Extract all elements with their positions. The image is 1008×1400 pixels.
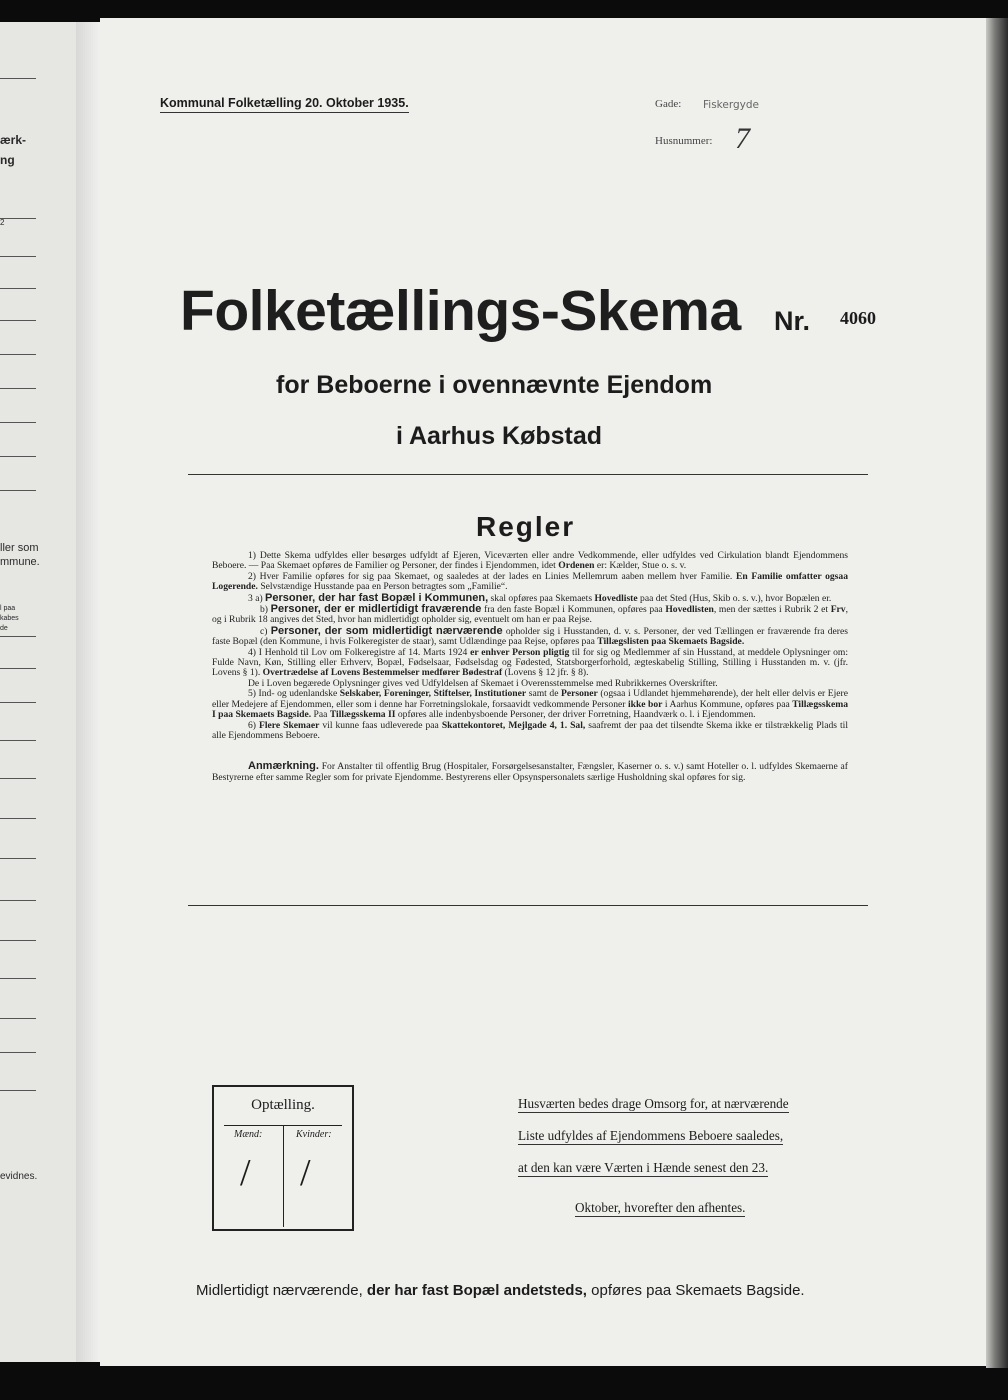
form-subtitle-city: i Aarhus Købstad	[396, 422, 603, 450]
men-label: Mænd:	[234, 1129, 263, 1140]
left-page-line	[0, 320, 36, 321]
left-page-line	[0, 940, 36, 941]
left-page-line	[0, 422, 36, 423]
rule-6: 6) Flere Skemaer vil kunne faas udleverede paa Skattekontoret, Mejlgade 4, 1. Sal, saafremt der paa det tilsendte Skema ikke er tilstrækkelig Plads til alle Ejendommens Beboere.	[212, 719, 848, 741]
left-page-line	[0, 1090, 36, 1091]
form-number-label: Nr.	[774, 306, 811, 336]
rule-1: 1) Dette Skema udfyldes eller besørges udfyldt af Ejeren, Viceværten eller andre Vedkommende, eller udfyldes ved Cirkulation blandt Ejendommens Beboere. — Paa Skemaet opføres de Familier og Personer, der findes i Ejendommen, idet Ordenen er: Kælder, Stue o. s. v.	[212, 550, 848, 572]
form-number-value: 4060	[840, 308, 876, 328]
notice-line: Oktober, hvorefter den afhentes.	[575, 1200, 746, 1215]
left-page-line	[0, 818, 36, 819]
left-page-line	[0, 456, 36, 457]
left-fragment: 2	[0, 218, 5, 227]
men-count-value: /	[240, 1152, 251, 1194]
rule-2: 2) Hver Familie opføres for sig paa Skemaet, og saaledes at der lades en Linies Mellemrum aaben mellem hver Familie. En Familie omfatter ogsaa Logerende. Selvstændige Husstande paa en Person betragtes som „Familie“.	[212, 570, 848, 593]
left-fragment: l paa	[0, 605, 16, 612]
left-page-line	[0, 288, 36, 289]
left-page-line	[0, 354, 36, 355]
divider	[188, 474, 868, 475]
left-page-line	[0, 978, 36, 979]
left-page-line	[0, 256, 36, 257]
left-page-line	[0, 858, 36, 859]
notice-line: Husværten bedes drage Omsorg for, at nærværende	[518, 1096, 789, 1111]
left-fragment: ng	[0, 153, 15, 167]
left-fragment: de	[0, 625, 8, 632]
left-page-line	[0, 740, 36, 741]
form-subtitle: for Beboerne i ovennævnte Ejendom	[276, 371, 713, 399]
left-page-line	[0, 490, 36, 491]
street-value: Fiskergyde	[703, 99, 759, 111]
rules-heading: Regler	[476, 511, 576, 542]
rules-note: Anmærkning. For Anstalter til offentlig Brug (Hospitaler, Forsørgelsesanstalter, Fængsler, Kaserner o. s. v.) samt Hoteller o. l. udfyldes Skemaerne af Bestyrerne efter samme Regler som for private Ejendomme. Bestyrerens eller Opsynspersonalets særlige Husholdning skal opføres for sig.	[212, 760, 848, 783]
left-fragment: ærk-	[0, 133, 27, 147]
left-page-line	[0, 218, 36, 219]
rule-4: 4) I Henhold til Lov om Folkeregistre af 14. Marts 1924 er enhver Person pligtig til for sig og Medlemmer af sin Husstand, at meddele Oplysninger om: Fulde Navn, Køn, Stilling eller Erhverv, Bopæl, Fødselsaar, Fødselsdag og Fødested, Statsborgerforhold, ægteskabelig Stilling, Stilling i Husstanden m. v. (jfr. Lovens § 1). Overtrædelse af Lovens Bestemmelser medfører Bødestraf (Lovens § 12 jfr. § 8).	[212, 646, 848, 679]
divider	[188, 905, 868, 906]
left-page-line	[0, 900, 36, 901]
left-page-line	[0, 778, 36, 779]
footer-note: Midlertidigt nærværende, der har fast Bopæl andetsteds, opføres paa Skemaets Bagside.	[196, 1282, 805, 1299]
rules-text	[212, 551, 848, 783]
notice-line: at den kan være Værten i Hænde senest den 23.	[518, 1160, 769, 1175]
count-box-divider	[283, 1125, 284, 1227]
left-page-line	[0, 702, 36, 703]
page-edge	[986, 18, 1008, 1368]
left-fragment: ller som	[0, 542, 39, 554]
house-label: Husnummer:	[655, 135, 713, 147]
rule-4b: De i Loven begærede Oplysninger gives ved Udfyldelsen af Skemaet i Overensstemmelse med Rubrikkernes Overskrifter.	[248, 677, 718, 689]
left-page-line	[0, 1018, 36, 1019]
rule-3c: c) Personer, der som midlertidigt nærværende opholder sig i Husstanden, d. v. s. Personer, der ved Tællingen er fraværende fra deres faste Bopæl (den Kommune, i hvis Folkeregister de staar), samt Udlændinge paa Rejse, opføres paa Tillægslisten paa Skemaets Bagside.	[212, 624, 848, 648]
women-count-value: /	[300, 1152, 311, 1194]
left-page	[0, 22, 88, 1362]
left-fragment: evidnes.	[0, 1171, 38, 1182]
count-box-title: Optælling.	[251, 1097, 315, 1113]
left-page-line	[0, 636, 36, 637]
rule-3b: b) Personer, der er midlertidigt fraværende fra den faste Bopæl i Kommunen, opføres paa Hovedlisten, men der sættes i Rubrik 2 et Frv, og i Rubrik 18 angives det Sted, hvor han midlertidigt opholder sig, eventuelt om han er paa Rejse.	[212, 603, 849, 626]
left-page-line	[0, 1052, 36, 1053]
notice-line: Liste udfyldes af Ejendommens Beboere saaledes,	[518, 1128, 784, 1143]
form-title: Folketællings-Skema	[180, 279, 741, 343]
left-page-line	[0, 668, 36, 669]
rule-3a: 3 a) Personer, der har fast Bopæl i Kommunen, skal opføres paa Skemaets Hovedliste paa det Sted (Hus, Skib o. s. v.), hvor Bopælen er.	[248, 591, 832, 604]
left-fragment: kabes	[0, 615, 19, 622]
left-fragment: mmune.	[0, 556, 40, 568]
count-box	[212, 1085, 354, 1231]
rule-5: 5) Ind- og udenlandske Selskaber, Foreninger, Stiftelser, Institutioner samt de Personer (ogsaa i Udlandet hjemmehørende), der helt eller delvis er Ejere eller Medejere af Ejendommen, eller som i denne har Forretningslokale, forsaavidt vedkommende Personer ikke bor i Aarhus Kommune, opføres paa Tillægsskema I paa Skemaets Bagside. Paa Tillægsskema II opføres alle indenbysboende Personer, der driver Forretning, Haandværk o. l. i Ejendommen.	[212, 688, 848, 721]
street-label: Gade:	[655, 98, 682, 110]
left-page-line	[0, 388, 36, 389]
house-number-value: 7	[735, 122, 750, 155]
left-page-line	[0, 78, 36, 79]
women-label: Kvinder:	[296, 1129, 332, 1140]
census-line: Kommunal Folketælling 20. Oktober 1935.	[160, 96, 409, 113]
